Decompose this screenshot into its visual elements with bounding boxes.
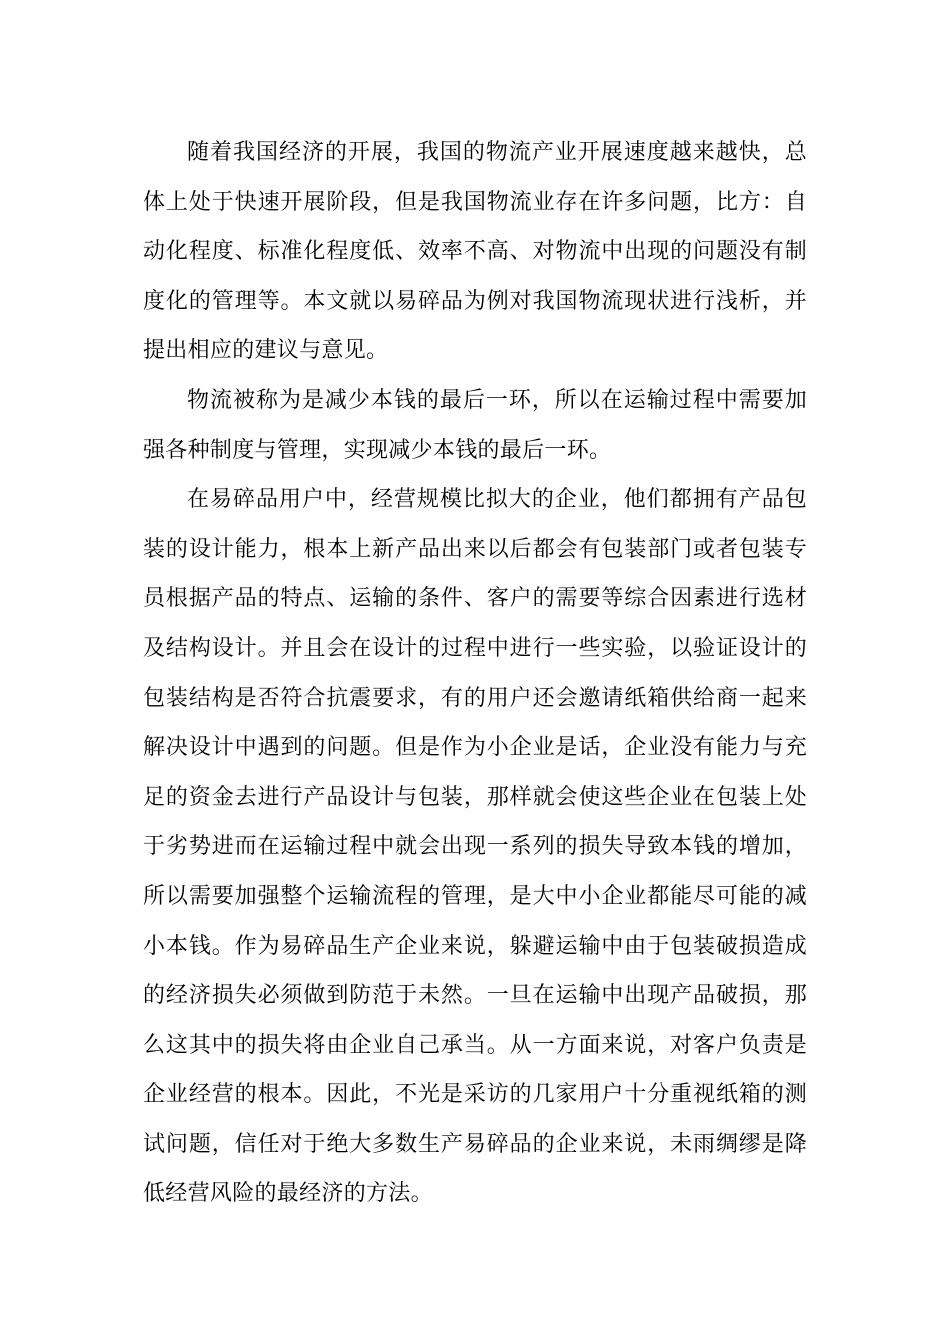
document-body (143, 128, 807, 1219)
paragraph-logistics-overview: 随着我国经济的开展，我国的物流产业开展速度越来越快，总体上处于快速开展阶段，但是我国物流业存在许多问题，比方：自动化程度、标准化程度低、效率不高、对物流中出现的问题没有制度化的管理等。本文就以易碎品为例对我国物流现状进行浅析，并提出相应的建议与意见。 (143, 140, 807, 364)
paragraph-fragile-goods-packaging: 在易碎品用户中，经营规模比拟大的企业，他们都拥有产品包装的设计能力，根本上新产品出来以后都会有包装部门或者包装专员根据产品的特点、运输的条件、客户的需要等综合因素进行选材及结构设计。并且会在设计的过程中进行一些实验，以验证设计的包装结构是否符合抗震要求，有的用户还会邀请纸箱供给商一起来解决设计中遇到的问题。但是作为小企业是话，企业没有能力与充足的资金去进行产品设计与包装，那样就会使这些企业在包装上处于劣势进而在运输过程中就会出现一系列的损失导致本钱的增加，所以需要加强整个运输流程的管理，是大中小企业都能尽可能的减小本钱。作为易碎品生产企业来说，躲避运输中由于包装破损造成的经济损失必须做到防范于未然。一旦在运输中出现产品破损，那么这其中的损失将由企业自己承当。从一方面来说，对客户负责是企业经营的根本。因此，不光是采访的几家用户十分重视纸箱的测试问题，信任对于绝大多数生产易碎品的企业来说，未雨绸缪是降低经营风险的最经济的方法。 (143, 487, 807, 1207)
paragraph-cost-reduction: 物流被称为是减少本钱的最后一环，所以在运输过程中需要加强各种制度与管理，实现减少本钱的最后一环。 (143, 387, 807, 463)
